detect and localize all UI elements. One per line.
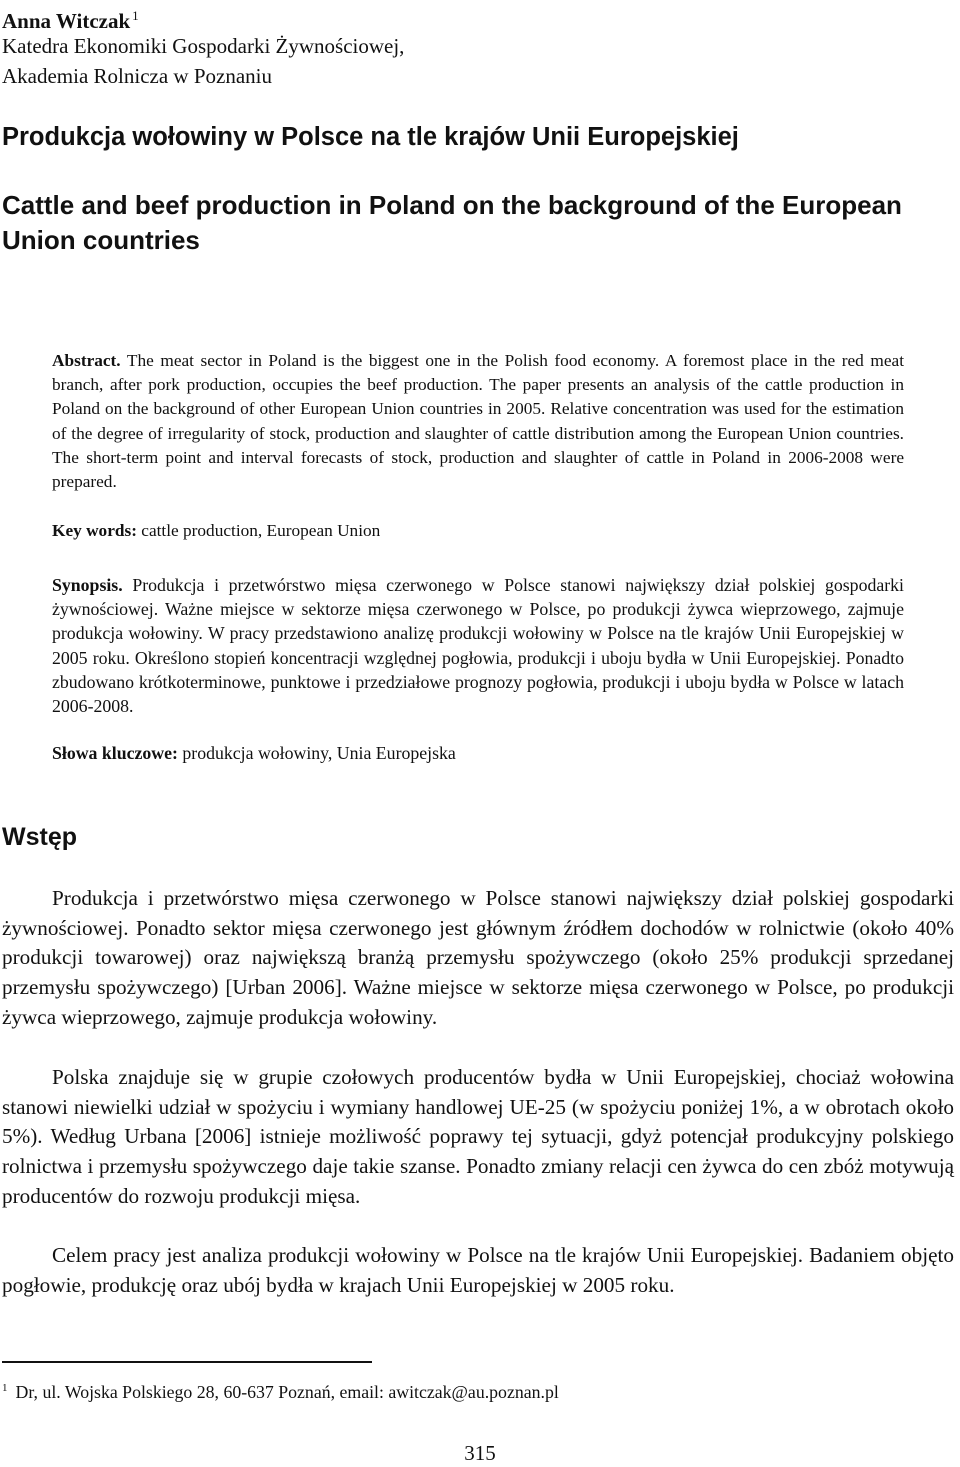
affiliation-department: Katedra Ekonomiki Gospodarki Żywnościowej,	[2, 34, 405, 58]
footnote-divider	[2, 1361, 372, 1363]
body-paragraph: Celem pracy jest analiza produkcji wołowiny w Polsce na tle krajów Unii Europejskiej. Badaniem objęto pogłowie, produkcję oraz ubój bydła w krajach Unii Europejskiej w 2005 roku.	[2, 1243, 954, 1297]
affiliation-university: Akademia Rolnicza w Poznaniu	[2, 64, 273, 88]
abstract-label: Abstract.	[52, 351, 121, 370]
abstract-text: The meat sector in Poland is the biggest one in the Polish food economy. A foremost place in the red meat branch, after pork production, occupies the beef production. The paper presents an analysis of the cattle production in Poland on the background of other European Union countries in 2005. Relative concentration was used for the estimation of the degree of irregularity of stock, production and slaughter of cattle distribution among the European Union countries. The short-term point and interval forecasts of stock, production and slaughter of cattle in Poland in 2006-2008 were prepared.	[52, 351, 904, 492]
keywords-polish	[52, 741, 904, 765]
section-heading: Wstęp	[2, 823, 77, 851]
footnote-text: Dr, ul. Wojska Polskiego 28, 60-637 Poznań, email: awitczak@au.poznan.pl	[15, 1382, 559, 1402]
author-footnote-mark: 1	[132, 8, 139, 23]
title-polish: Produkcja wołowiny w Polsce na tle krajów Unii Europejskiej	[2, 123, 739, 151]
keywords-label: Key words:	[52, 521, 137, 540]
abstract	[52, 349, 904, 494]
keywords-pl-text: produkcja wołowiny, Unia Europejska	[177, 743, 456, 763]
page-number: 315	[464, 1441, 496, 1465]
body-paragraph: Polska znajduje się w grupie czołowych producentów bydła w Unii Europejskiej, chociaż wołowina stanowi niewielki udział w spożyciu i wymiany handlowej UE-25 (w spożyciu poniżej 1%, a w obrotach około 5%). Według Urbana [2006] istnieje możliwość poprawy tej sytuacji, gdyż potencjał produkcyjny polskiego rolnictwa i przemysłu spożywczego daje takie szanse. Ponadto zmiany relacji cen żywca do cen zbóż motywują producentów do rozwoju produkcji mięsa.	[2, 1065, 954, 1208]
synopsis-text: Produkcja i przetwórstwo mięsa czerwonego w Polsce stanowi największy dział polskiej gospodarki żywnościowej. Ważne miejsce w sektorze mięsa czerwonego w Polsce, po produkcji żywca wieprzowego, zajmuje produkcja wołowiny. W pracy przedstawiono analizę produkcji wołowiny w Polsce na tle krajów Unii Europejskiej w 2005 roku. Określono stopień koncentracji względnej pogłowia, produkcji i uboju bydła w Unii Europejskiej. Ponadto zbudowano krótkoterminowe, punktowe i przedziałowe prognozy pogłowia, produkcji i uboju bydła w Polsce w latach 2006-2008.	[52, 575, 904, 717]
footnote-mark: 1	[2, 1382, 8, 1394]
footnote	[2, 1376, 559, 1404]
synopsis-label: Synopsis.	[52, 575, 123, 595]
author-name: Anna Witczak $^1$	[2, 8, 139, 33]
keywords-english	[52, 519, 904, 543]
synopsis	[52, 573, 904, 718]
keywords-pl-label: Słowa kluczowe:	[52, 743, 178, 763]
title-english: Cattle and beef production in Poland on the background of the European Union countries	[2, 190, 902, 255]
keywords-text: cattle production, European Union	[136, 521, 381, 540]
body-paragraph: Produkcja i przetwórstwo mięsa czerwonego w Polsce stanowi największy dział polskiej gospodarki żywnościowej. Ponadto sektor mięsa czerwonego jest głównym źródłem dochodów w rolnictwie (około 40% produkcji towarowej) oraz największą branżą przemysłu spożywczego (około 25% produkcji sprzedanej przemysłu spożywczego) [Urban 2006]. Ważne miejsce w sektorze mięsa czerwonego w Polsce, po produkcji żywca wieprzowego, zajmuje produkcja wołowiny.	[2, 886, 954, 1029]
